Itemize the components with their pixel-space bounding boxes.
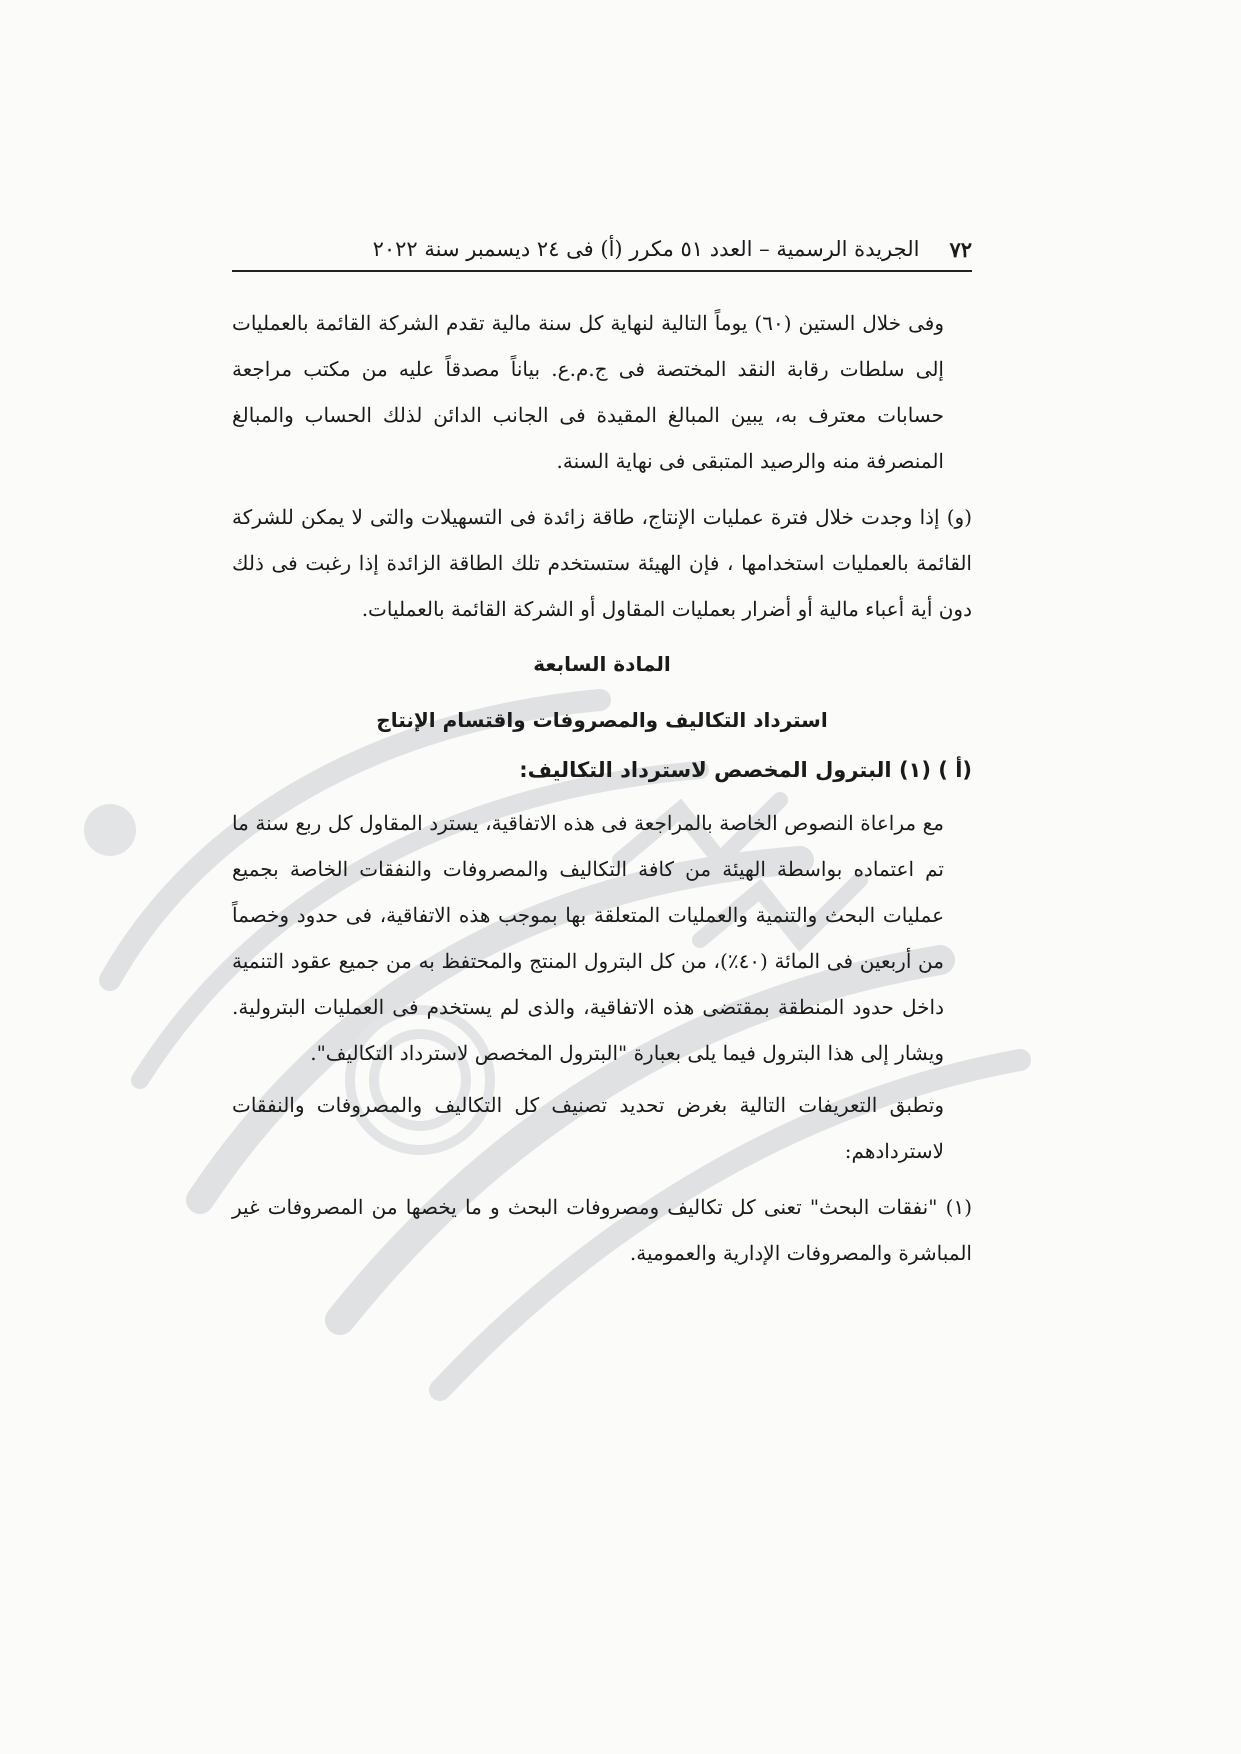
section-heading: (أ ) (١) البترول المخصص لاسترداد التكاليف:	[519, 758, 972, 782]
gazette-title: الجريدة الرسمية – العدد ٥١ مكرر (أ) فى ٢٤ ديسمبر سنة ٢٠٢٢	[372, 237, 920, 261]
document-body	[232, 300, 972, 1276]
definition-item-1-label: (١)	[945, 1195, 972, 1219]
paragraph-annual-statement: وفى خلال الستين (٦٠) يوماً التالية لنهاية كل سنة مالية تقدم الشركة القائمة بالعمليات إلى سلطات رقابة النقد المختصة فى ج.م.ع. بياناً مصدقاً عليه من مكتب مراجعة حسابات معترف به، يبين المبالغ المقيدة فى الجانب الدائن لذلك الحساب والمبالغ المنصرفة منه والرصيد المتبقى فى نهاية السنة.	[232, 311, 944, 473]
article-subtitle: استرداد التكاليف والمصروفات واقتسام الإنتاج	[376, 708, 828, 732]
clause-w-text: إذا وجدت خلال فترة عمليات الإنتاج، طاقة زائدة فى التسهيلات والتى لا يمكن للشركة القائمة بالعمليات استخدامها ، فإن الهيئة ستستخدم تلك الطاقة الزائدة إذا رغبت فى ذلك دون أية أعباء مالية أو أضرار بعمليات المقاول أو الشركة القائمة بالعمليات.	[232, 505, 972, 621]
page-header	[232, 228, 972, 272]
definition-item-1	[232, 1184, 972, 1276]
clause-w	[232, 494, 972, 632]
definition-item-1-text: "نفقات البحث" تعنى كل تكاليف ومصروفات البحث و ما يخصها من المصروفات غير المباشرة والمصروفات الإدارية والعمومية.	[232, 1195, 972, 1265]
page-number: ٧٢	[949, 236, 972, 262]
article-title: المادة السابعة	[533, 652, 671, 676]
paragraph-cost-recovery: مع مراعاة النصوص الخاصة بالمراجعة فى هذه الاتفاقية، يسترد المقاول كل ربع سنة ما تم اعتماده بواسطة الهيئة من كافة التكاليف والمصروفات والنفقات الخاصة بجميع عمليات البحث والتنمية والعمليات المتعلقة بها بموجب هذه الاتفاقية، فى حدود وخصماً من أربعين فى المائة (٤٠٪)، من كل البترول المنتج والمحتفظ به من جميع عقود التنمية داخل حدود المنطقة بمقتضى هذه الاتفاقية، والذى لم يستخدم فى العمليات البترولية. ويشار إلى هذا البترول فيما يلى بعبارة "البترول المخصص لاسترداد التكاليف".	[232, 811, 944, 1065]
clause-w-label: (و)	[946, 505, 973, 529]
paragraph-definitions-intro: وتطبق التعريفات التالية بغرض تحديد تصنيف كل التكاليف والمصروفات والنفقات لاستردادهم:	[232, 1093, 944, 1163]
